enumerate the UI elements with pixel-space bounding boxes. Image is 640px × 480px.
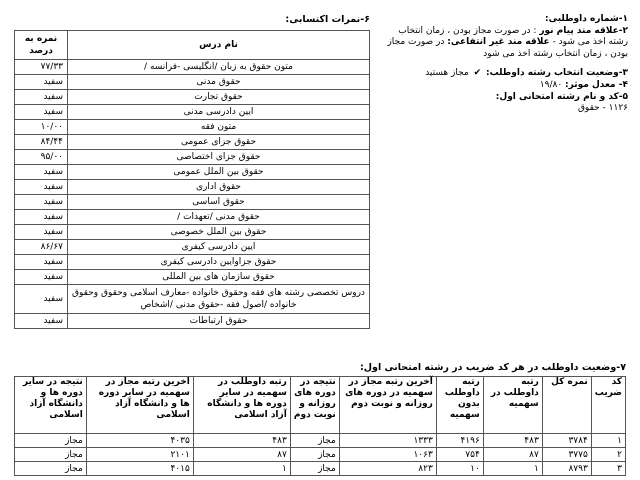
other-last-allowed-rank: ۴۰۱۵ [86,462,193,476]
course-name: حقوق جزاوایین دادرسی کیفری [68,255,370,270]
last-allowed-rank: ۱۰۶۳ [339,448,436,462]
other-result: مجاز [15,462,87,476]
table-row [15,314,370,329]
other-result: مجاز [15,448,87,462]
course-name: حقوق بین الملل خصوصی [68,225,370,240]
total-score: ۳۷۸۴ [542,434,591,448]
table-row [15,462,626,476]
course-name: حقوق مدنی /تعهدات / [68,210,370,225]
course-name: حقوق اداری [68,180,370,195]
course-name: ایین دادرسی مدنی [68,105,370,120]
table-row [15,60,370,75]
course-score: سفید [15,210,68,225]
score-header: نمره به درصد [15,31,68,60]
no-quota-rank: ۱۰ [436,462,483,476]
quota-rank: ۴۸۳ [483,434,542,448]
table-row [15,255,370,270]
course-score: ۷۷/۳۳ [15,60,68,75]
table-row [15,210,370,225]
no-quota-rank: ۷۵۴ [436,448,483,462]
coefficient-code-header: کد ضریب [591,377,625,434]
table-row [15,165,370,180]
table-row [15,285,370,314]
rank-header-row [15,377,626,434]
quota-rank: ۱ [483,462,542,476]
course-score: سفید [15,255,68,270]
last-allowed-rank: ۱۳۳۳ [339,434,436,448]
table-row [15,150,370,165]
course-name: حقوق تجارت [68,90,370,105]
other-result-header: نتیجه در سایر دوره ها و دانشگاه آزاد اسلامی [15,377,87,434]
selection-status-label: ۳-وضعیت انتخاب رشته داوطلب: [486,68,628,79]
course-score: سفید [15,180,68,195]
table-row [15,105,370,120]
course-score: سفید [15,75,68,90]
course-score: سفید [15,285,68,314]
table-row [15,240,370,255]
table-row [15,195,370,210]
table-row [15,434,626,448]
rank-section-title: ۷-وضعیت داوطلب در هر کد ضریب در رشته امتحانی اول: [360,362,626,373]
table-row [15,270,370,285]
course-score: سفید [15,195,68,210]
course-name: حقوق ارتباطات [68,314,370,329]
course-score: سفید [15,270,68,285]
no-quota-rank: ۴۱۹۶ [436,434,483,448]
last-allowed-rank-header: آخرین رتبه مجاز در سهمیه در دوره های روزانه و نوبت دوم [339,377,436,434]
coefficient-code: ۱ [591,434,625,448]
course-name: حقوق سازمان های بین المللی [68,270,370,285]
selection-status-value: مجاز هستید [425,68,469,79]
other-quota-rank: ۱ [193,462,290,476]
first-major-value: ۱۱۲۶ - حقوق [577,103,628,114]
course-score: ۱۰/۰۰ [15,120,68,135]
course-score: سفید [15,225,68,240]
course-score: ۹۵/۰۰ [15,150,68,165]
candidate-number-label: ۱-شماره داوطلبی: [545,14,628,24]
course-score: ۸۴/۴۴ [15,135,68,150]
coefficient-code: ۲ [591,448,625,462]
table-row [15,120,370,135]
grades-header-row [15,31,370,60]
table-row [15,448,626,462]
gpa-label: ۴- معدل موثر: [565,79,628,90]
total-score: ۳۷۷۵ [542,448,591,462]
course-name: حقوق جزای عمومی [68,135,370,150]
last-allowed-rank: ۸۲۳ [339,462,436,476]
table-row [15,90,370,105]
coefficient-code: ۳ [591,462,625,476]
course-score: سفید [15,314,68,329]
first-major-label: ۵-کد و نام رشته امتحانی اول: [495,91,628,102]
table-row [15,75,370,90]
grades-table [14,30,370,329]
day-result: مجاز [290,462,339,476]
other-last-allowed-rank: ۲۱۰۱ [86,448,193,462]
course-name-header: نام درس [68,31,370,60]
course-name: حقوق مدنی [68,75,370,90]
other-last-allowed-rank-header: اخرین رتبه مجاز در سهمیه در سایر دوره ها و دانشگاه آزاد اسلامی [86,377,193,434]
table-row [15,225,370,240]
check-icon: ✔ [473,68,482,79]
other-quota-rank: ۴۸۳ [193,434,290,448]
course-name: ایین دادرسی کیفری [68,240,370,255]
day-result: مجاز [290,448,339,462]
payam-noor-interest-label: ۲-علاقه مند پیام نور [539,25,628,36]
table-row [15,180,370,195]
non-profit-interest-label: علاقه مند غیر انتفاعی: [447,37,550,48]
quota-rank-header: رتبه داوطلب در سهمیه [483,377,542,434]
table-row [15,135,370,150]
course-score: سفید [15,105,68,120]
quota-rank: ۸۷ [483,448,542,462]
course-name: حقوق بین الملل عمومی [68,165,370,180]
no-quota-rank-header: رتبه داوطلب بدون سهمیه [436,377,483,434]
non-profit-interest-text: در صورت مجاز بودن ، زمان انتخاب رشته اخذ می شود [387,37,628,59]
course-name: متون حقوق به زبان /انگلیسی -فرانسه / [68,60,370,75]
course-name: دروس تخصصی رشته های فقه وحقوق خانواده -معارف اسلامی وحقوق وحقوق خانواده /اصول فقه -حقوق مدنی /اشخاص [68,285,370,314]
gpa-value: ۱۹/۸۰ [539,79,563,90]
total-score: ۸۷۹۳ [542,462,591,476]
course-name: حقوق جزای اختصاصی [68,150,370,165]
course-score: سفید [15,90,68,105]
course-name: متون فقه [68,120,370,135]
day-result: مجاز [290,434,339,448]
course-name: حقوق اساسی [68,195,370,210]
other-result: مجاز [15,434,87,448]
other-last-allowed-rank: ۴۰۳۵ [86,434,193,448]
total-score-header: نمره کل [542,377,591,434]
other-quota-rank-header: رتبه داوطلب در سهمیه در سایر دوره ها و دانشگاه آزاد اسلامی [193,377,290,434]
course-score: ۸۶/۶۷ [15,240,68,255]
day-result-header: نتیجه در دوره های روزانه و نوبت دوم [290,377,339,434]
other-quota-rank: ۸۷ [193,448,290,462]
grades-section-title: ۶-نمرات اکتسابی: [285,14,370,25]
candidate-info-panel [381,14,628,115]
course-score: سفید [15,165,68,180]
payam-noor-interest-text: : در صورت مجاز بودن ، زمان انتخاب رشته اخذ می شود - [398,25,628,48]
rank-table [14,376,626,476]
